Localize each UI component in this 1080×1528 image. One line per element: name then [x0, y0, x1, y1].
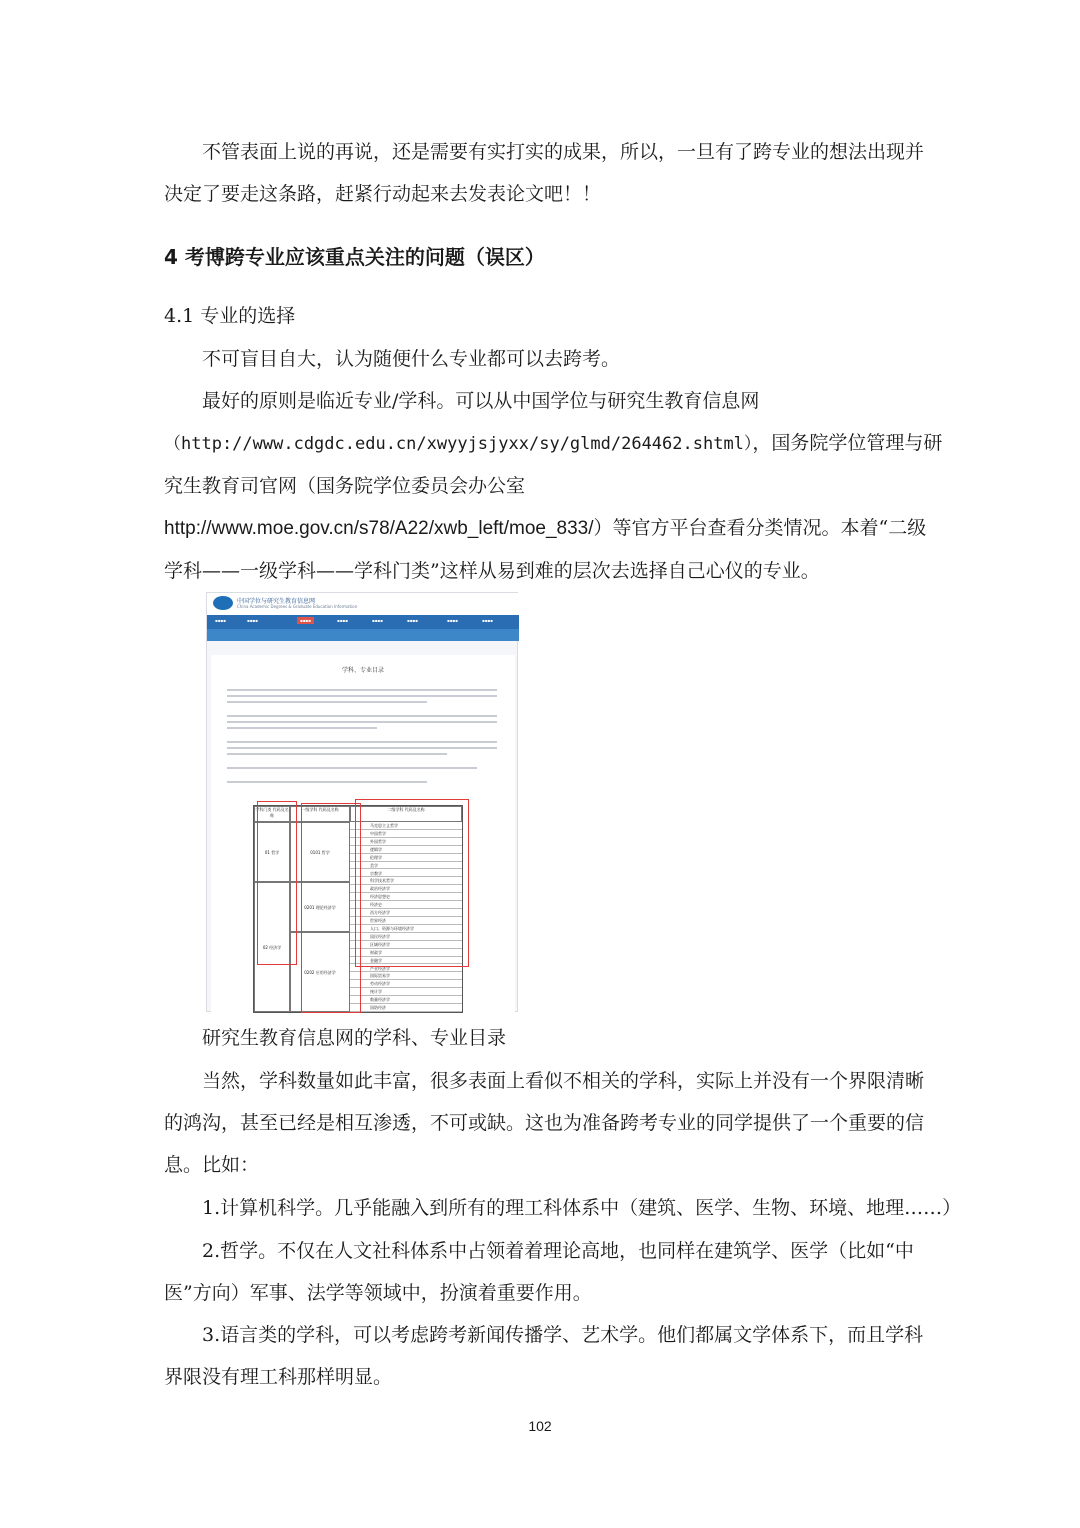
site-logo-icon — [213, 596, 233, 610]
subject-row: 人口、资源与环境经济学 — [350, 925, 462, 933]
subject-row: 国防经济 — [350, 1004, 462, 1012]
subject-row: 劳动经济学 — [350, 980, 462, 988]
text-line — [227, 701, 427, 703]
list-item-continued: 界限没有理工科那样明显。 — [164, 1366, 393, 1388]
screenshot-nav — [207, 615, 519, 629]
text-line — [227, 741, 497, 743]
list-item-continued: 医”方向）军事、法学等领域中，扮演着重要作用。 — [164, 1282, 592, 1304]
table-cell: 02 经济学 — [254, 882, 290, 1012]
subject-row: 经济史 — [350, 901, 462, 909]
subsection-heading: 4.1 专业的选择 — [164, 305, 296, 327]
list-item: 2.哲学。不仅在人文社科体系中占领着着理论高地，也同样在建筑学、医学（比如“中 — [202, 1240, 914, 1262]
url-link[interactable]: （http://www.cdgdc.edu.cn/xwyyjsjyxx/sy/glmd/264462.shtml） — [164, 434, 753, 454]
paragraph-line: 最好的原则是临近专业/学科。可以从中国学位与研究生教育信息网 — [202, 390, 760, 412]
nav-item-active: ▪▪▪▪ — [297, 617, 314, 624]
subject-row: 宗教学 — [350, 870, 462, 878]
text-line — [227, 695, 497, 697]
nav-item: ▪▪▪▪ — [247, 618, 258, 623]
subject-row: 金融学 — [350, 957, 462, 965]
section-heading: 4 考博跨专业应该重点关注的问题（误区） — [164, 245, 545, 269]
paragraph-line: 不管表面上说的再说，还是需要有实打实的成果，所以，一旦有了跨专业的想法出现并 — [202, 141, 925, 163]
paragraph-line: 当然，学科数量如此丰富，很多表面上看似不相关的学科，实际上并没有一个界限清晰 — [202, 1070, 925, 1092]
subject-row: 美学 — [350, 862, 462, 870]
subject-row: 国民经济学 — [350, 933, 462, 941]
list-item: 1.计算机科学。几乎能融入到所有的理工科体系中（建筑、医学、生物、环境、地理……） — [202, 1197, 962, 1219]
subject-row: 数量经济学 — [350, 996, 462, 1004]
screenshot-content — [211, 655, 515, 1013]
subject-row: 中国哲学 — [350, 830, 462, 838]
nav-item: ▪▪▪▪ — [482, 618, 493, 623]
highlight-box — [301, 803, 361, 1013]
subject-row: 伦理学 — [350, 854, 462, 862]
table-cell: 0202 应用经济学 — [290, 932, 350, 1012]
subject-row: 西方经济学 — [350, 909, 462, 917]
url-link[interactable]: http://www.moe.gov.cn/s78/A22/xwb_left/moe_833/ — [164, 518, 594, 539]
page-number: 102 — [528, 1418, 552, 1434]
table-cell: 0101 哲学 — [290, 822, 350, 882]
text-line — [227, 747, 497, 749]
subject-row: 世界经济 — [350, 917, 462, 925]
paragraph-line — [164, 429, 943, 458]
paragraph-line: 的鸿沟，甚至已经是相互渗透，不可或缺。这也为准备跨考专业的同学提供了一个重要的信 — [164, 1112, 925, 1134]
nav-item: ▪▪▪▪ — [215, 618, 226, 623]
site-name: 中国学位与研究生教育信息网 — [237, 598, 316, 605]
paragraph-line: 究生教育司官网（国务院学位委员会办公室 — [164, 475, 526, 497]
subject-row: 统计学 — [350, 988, 462, 996]
text-line — [227, 781, 427, 783]
text-line — [227, 753, 447, 755]
text-line — [227, 727, 377, 729]
table-header: 一级学科 代码及名称 — [290, 806, 350, 822]
subject-row: 外国哲学 — [350, 838, 462, 846]
subject-row: 逻辑学 — [350, 846, 462, 854]
table-header: 二级学科 代码及名称 — [350, 806, 462, 822]
embedded-screenshot — [206, 592, 518, 1012]
subject-row: 科学技术哲学 — [350, 877, 462, 885]
nav-item: ▪▪▪▪ — [337, 618, 348, 623]
subject-row: 政治经济学 — [350, 885, 462, 893]
text-line — [227, 689, 497, 691]
screenshot-subnav — [207, 629, 519, 641]
subject-row: 产业经济学 — [350, 965, 462, 973]
subject-row: 国际贸易学 — [350, 972, 462, 980]
subject-row: 区域经济学 — [350, 941, 462, 949]
list-item: 3.语言类的学科，可以考虑跨考新闻传播学、艺术学。他们都属文学体系下，而且学科 — [202, 1324, 924, 1346]
figure-caption: 研究生教育信息网的学科、专业目录 — [202, 1027, 507, 1049]
screenshot-header — [207, 593, 519, 615]
subject-row: 马克思主义哲学 — [350, 822, 462, 830]
table-header: 学科门类 代码及名称 — [254, 806, 290, 822]
table-cell: 0201 理论经济学 — [290, 882, 350, 932]
highlight-box — [355, 799, 469, 967]
nav-item: ▪▪▪▪ — [372, 618, 383, 623]
nav-item: ▪▪▪▪ — [407, 618, 418, 623]
highlight-box — [257, 801, 297, 965]
paragraph-line — [164, 514, 927, 543]
text-line — [227, 721, 497, 723]
paragraph-line: 息。比如： — [164, 1154, 260, 1176]
subject-row: 经济思想史 — [350, 893, 462, 901]
paragraph-line: 学科——一级学科——学科门类”这样从易到难的层次去选择自己心仪的专业。 — [164, 560, 820, 582]
text-span: ）等官方平台查看分类情况。本着“二级 — [593, 517, 927, 539]
paragraph-line: 决定了要走这条路，赶紧行动起来去发表论文吧！！ — [164, 183, 602, 205]
table-cell: 01 哲学 — [254, 822, 290, 882]
text-span: ，国务院学位管理与研 — [752, 432, 943, 454]
site-name-en: China Academic Degrees & Graduate Education Information — [237, 604, 358, 609]
paragraph-line: 不可盲目自大，认为随便什么专业都可以去跨考。 — [202, 348, 621, 370]
text-line — [227, 715, 497, 717]
text-line — [227, 767, 477, 769]
screenshot-page-title: 学科、专业目录 — [341, 667, 384, 674]
nav-item: ▪▪▪▪ — [447, 618, 458, 623]
subject-row: 财政学 — [350, 949, 462, 957]
